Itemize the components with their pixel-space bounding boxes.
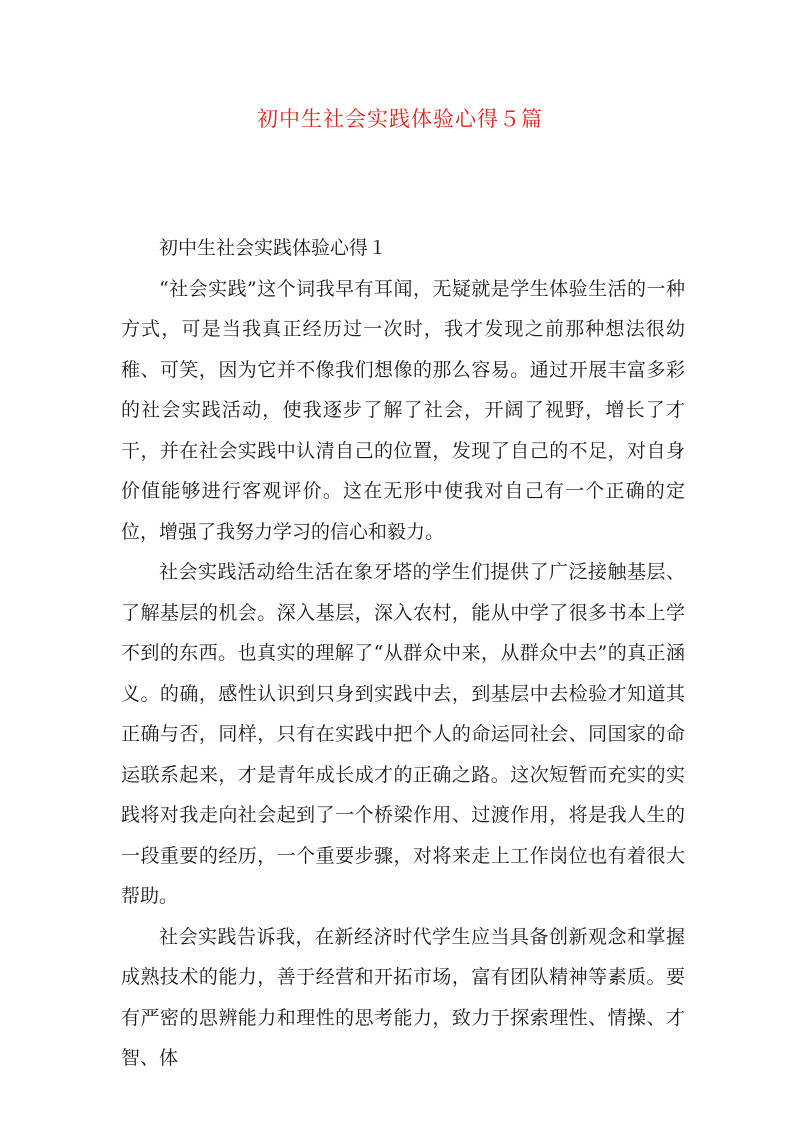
paragraph-1: “社会实践”这个词我早有耳闻，无疑就是学生体验生活的一种方式，可是当我真正经历过一次时，我才发现之前那种想法很幼稚、可笑，因为它并不像我们想像的那么容易。通过开展丰富多彩的社会实践活动，使我逐步了解了社会，开阔了视野，增长了才干，并在社会实践中认清自己的位置，发现了自己的不足，对自身价值能够进行客观评价。这在无形中使我对自己有一个正确的定位，增强了我努力学习的信心和毅力。 xyxy=(121,277,685,543)
document-body xyxy=(121,228,685,1079)
section-heading: 初中生社会实践体验心得１ xyxy=(159,237,388,259)
paragraph-2: 社会实践活动给生活在象牙塔的学生们提供了广泛接触基层、了解基层的机会。深入基层，深入农村，能从中学了很多书本上学不到的东西。也真实的理解了“从群众中来，从群众中去”的真正涵义。的确，感性认识到只身到实践中去，到基层中去检验才知道其正确与否，同样，只有在实践中把个人的命运同社会、同国家的命运联系起来，才是青年成长成才的正确之路。这次短暂而充实的实践将对我走向社会起到了一个桥梁作用、过渡作用，将是我人生的一段重要的经历，一个重要步骤，对将来走上工作岗位也有着很大帮助。 xyxy=(121,561,685,907)
paragraph-3: 社会实践告诉我，在新经济时代学生应当具备创新观念和掌握成熟技术的能力，善于经营和开拓市场，富有团队精神等素质。要有严密的思辨能力和理性的思考能力，致力于探索理性、情操、才智、体 xyxy=(121,925,685,1069)
document-title: 初中生社会实践体验心得５篇 xyxy=(257,107,543,131)
